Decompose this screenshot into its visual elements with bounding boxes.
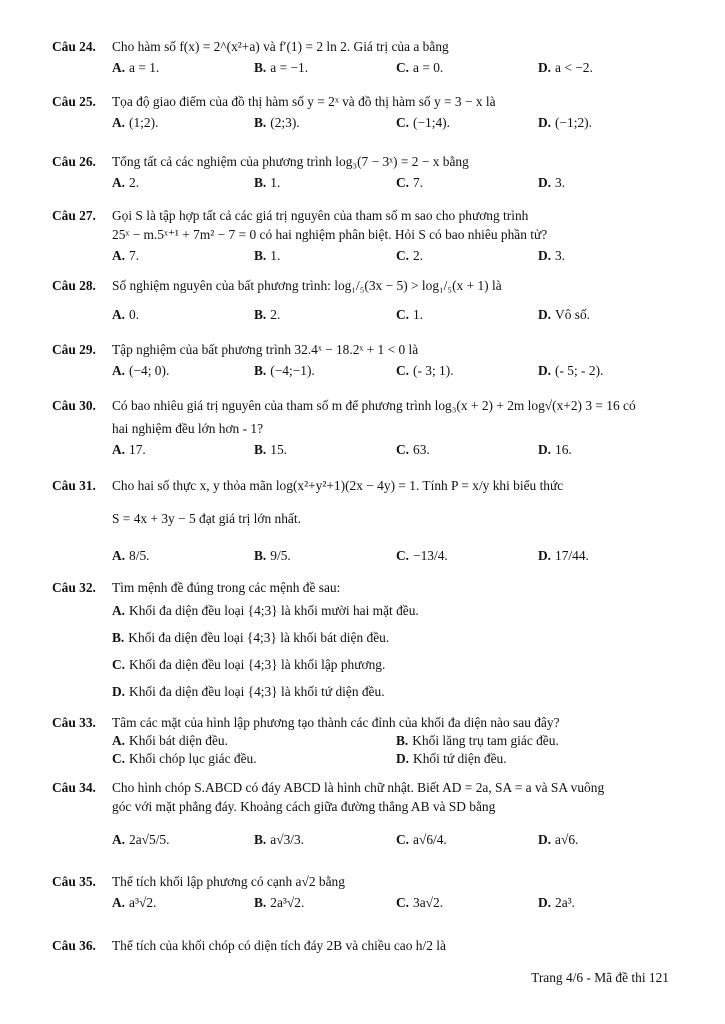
option-b[interactable]: B. 15. xyxy=(254,442,288,457)
question-24 xyxy=(52,37,674,78)
option-a[interactable]: A. a³√2. xyxy=(112,895,157,910)
question-stem: Có bao nhiêu giá trị nguyên của tham số m để phương trình log₃(x + 2) + 2m log√(x+2) 3 = 16 có xyxy=(112,398,636,413)
question-number: Câu 30. xyxy=(52,398,96,413)
option-c[interactable]: C. (−1;4). xyxy=(396,115,450,130)
option-a[interactable]: A. 0. xyxy=(112,307,140,322)
page-footer: Trang 4/6 - Mã đề thi 121 xyxy=(531,970,669,985)
option-c[interactable]: C. 1. xyxy=(396,307,424,322)
question-34 xyxy=(52,778,674,850)
option-c[interactable]: C. Khối đa diện đều loại {4;3} là khối lập phương. xyxy=(112,657,386,672)
option-b[interactable]: B. a = −1. xyxy=(254,60,309,75)
question-number: Câu 27. xyxy=(52,208,96,223)
option-d[interactable]: D. a√6. xyxy=(538,832,579,847)
option-a[interactable]: A. Khối đa diện đều loại {4;3} là khối mười hai mặt đều. xyxy=(112,603,419,618)
option-c[interactable]: C. −13/4. xyxy=(396,548,448,563)
question-stem-continued: góc với mặt phẳng đáy. Khoảng cách giữa đường thẳng AB và SD bằng xyxy=(112,799,496,814)
question-36 xyxy=(52,936,674,955)
option-a[interactable]: A. 2a√5/5. xyxy=(112,832,170,847)
option-a[interactable]: A. 17. xyxy=(112,442,146,457)
question-stem: Tập nghiệm của bất phương trình 32.4ˣ − 18.2ˣ + 1 < 0 là xyxy=(112,342,419,357)
option-d[interactable]: D. 3. xyxy=(538,248,566,263)
option-a[interactable]: A. Khối bát diện đều. xyxy=(112,733,228,748)
question-stem: Tìm mệnh đề đúng trong các mệnh đề sau: xyxy=(112,580,341,595)
option-d[interactable]: D. a < −2. xyxy=(538,60,593,75)
option-d[interactable]: D. 2a³. xyxy=(538,895,576,910)
question-stem: Thể tích khối lập phương có cạnh a√2 bằng xyxy=(112,874,345,889)
question-number: Câu 32. xyxy=(52,580,96,595)
option-c[interactable]: C. a = 0. xyxy=(396,60,444,75)
option-b[interactable]: B. 9/5. xyxy=(254,548,291,563)
option-c[interactable]: C. Khối chóp lục giác đều. xyxy=(112,751,257,766)
question-32 xyxy=(52,578,674,705)
option-d[interactable]: D. 16. xyxy=(538,442,572,457)
question-number: Câu 33. xyxy=(52,715,96,730)
question-number: Câu 35. xyxy=(52,874,96,889)
question-stem-continued: 25ˣ − m.5ˣ⁺¹ + 7m² − 7 = 0 có hai nghiệm phân biệt. Hỏi S có bao nhiêu phần tử? xyxy=(112,227,548,242)
question-number: Câu 31. xyxy=(52,478,96,493)
question-stem: Tọa độ giao điểm của đồ thị hàm số y = 2ˣ và đồ thị hàm số y = 3 − x là xyxy=(112,94,496,109)
option-b[interactable]: B. 2a³√2. xyxy=(254,895,305,910)
option-d[interactable]: D. 17/44. xyxy=(538,548,589,563)
question-number: Câu 28. xyxy=(52,278,96,293)
option-c[interactable]: C. a√6/4. xyxy=(396,832,447,847)
question-stem: Cho hàm số f(x) = 2^(x²+a) và f′(1) = 2 ln 2. Giá trị của a bằng xyxy=(112,39,449,54)
option-c[interactable]: C. 2. xyxy=(396,248,424,263)
option-b[interactable]: B. a√3/3. xyxy=(254,832,305,847)
option-a[interactable]: A. 8/5. xyxy=(112,548,150,563)
question-28 xyxy=(52,276,674,325)
question-29 xyxy=(52,340,674,381)
option-b[interactable]: B. (−4;−1). xyxy=(254,363,315,378)
question-number: Câu 24. xyxy=(52,39,96,54)
question-stem-continued: S = 4x + 3y − 5 đạt giá trị lớn nhất. xyxy=(112,511,301,526)
option-d[interactable]: D. (−1;2). xyxy=(538,115,592,130)
option-c[interactable]: C. 3a√2. xyxy=(396,895,444,910)
option-d[interactable]: D. (- 5; - 2). xyxy=(538,363,604,378)
question-stem: Cho hình chóp S.ABCD có đáy ABCD là hình chữ nhật. Biết AD = 2a, SA = a và SA vuông xyxy=(112,780,605,795)
question-30 xyxy=(52,396,674,460)
question-33 xyxy=(52,713,674,768)
option-a[interactable]: A. a = 1. xyxy=(112,60,160,75)
question-stem: Cho hai số thực x, y thỏa mãn log(x²+y²+1)(2x − 4y) = 1. Tính P = x/y khi biểu thức xyxy=(112,478,564,493)
question-number: Câu 34. xyxy=(52,780,96,795)
question-stem: Thể tích của khối chóp có diện tích đáy 2B và chiều cao h/2 là xyxy=(112,938,446,953)
option-a[interactable]: A. 2. xyxy=(112,175,140,190)
question-stem: Gọi S là tập hợp tất cả các giá trị nguyên của tham số m sao cho phương trình xyxy=(112,208,529,223)
option-d[interactable]: D. Khối tứ diện đều. xyxy=(396,751,507,766)
option-b[interactable]: B. (2;3). xyxy=(254,115,300,130)
option-b[interactable]: B. 1. xyxy=(254,175,281,190)
option-a[interactable]: A. (1;2). xyxy=(112,115,159,130)
question-stem-continued: hai nghiệm đều lớn hơn - 1? xyxy=(112,421,264,436)
question-stem: Tổng tất cả các nghiệm của phương trình log₃(7 − 3ˣ) = 2 − x bằng xyxy=(112,154,469,169)
question-25 xyxy=(52,92,674,133)
option-a[interactable]: A. 7. xyxy=(112,248,140,263)
question-27 xyxy=(52,206,674,266)
option-b[interactable]: B. 1. xyxy=(254,248,281,263)
option-c[interactable]: C. 63. xyxy=(396,442,430,457)
question-number: Câu 36. xyxy=(52,938,96,953)
option-b[interactable]: B. 2. xyxy=(254,307,281,322)
option-d[interactable]: D. 3. xyxy=(538,175,566,190)
question-number: Câu 29. xyxy=(52,342,96,357)
question-stem: Số nghiệm nguyên của bất phương trình: log₁/₅(3x − 5) > log₁/₅(x + 1) là xyxy=(112,278,502,293)
question-35 xyxy=(52,872,674,913)
question-stem: Tâm các mặt của hình lập phương tạo thành các đỉnh của khối đa diện nào sau đây? xyxy=(112,715,560,730)
option-d[interactable]: D. Khối đa diện đều loại {4;3} là khối tứ diện đều. xyxy=(112,684,385,699)
option-c[interactable]: C. (- 3; 1). xyxy=(396,363,454,378)
option-d[interactable]: D. Vô số. xyxy=(538,307,590,322)
option-c[interactable]: C. 7. xyxy=(396,175,424,190)
question-number: Câu 26. xyxy=(52,154,96,169)
option-b[interactable]: B. Khối lăng trụ tam giác đều. xyxy=(396,733,559,748)
question-26 xyxy=(52,152,674,193)
option-a[interactable]: A. (−4; 0). xyxy=(112,363,170,378)
question-31 xyxy=(52,476,674,566)
question-number: Câu 25. xyxy=(52,94,96,109)
option-b[interactable]: B. Khối đa diện đều loại {4;3} là khối bát diện đều. xyxy=(112,630,390,645)
